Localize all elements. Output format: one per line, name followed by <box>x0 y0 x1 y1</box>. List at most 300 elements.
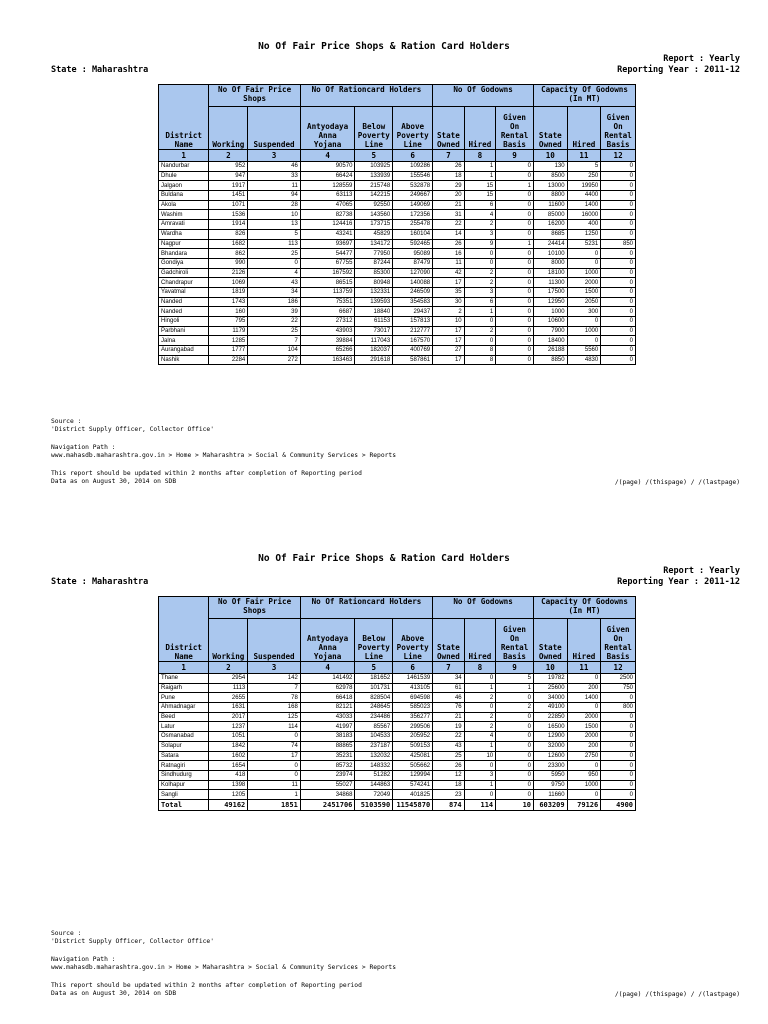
table-cell: 1917 <box>209 181 248 191</box>
table-cell: 0 <box>464 703 496 713</box>
table-cell: 9 <box>464 239 496 249</box>
column-number: 6 <box>393 662 433 674</box>
table-cell: 22 <box>433 220 465 230</box>
header-rationcard-holders: No Of Rationcard Holders <box>300 85 432 107</box>
table-cell: 1 <box>496 181 534 191</box>
table-cell: 5103590 <box>355 799 393 810</box>
table-cell: 1205 <box>209 790 248 800</box>
table-cell: 75351 <box>300 297 355 307</box>
table-cell: 248645 <box>355 703 393 713</box>
table-cell: 0 <box>496 326 534 336</box>
table-cell: 0 <box>248 732 301 742</box>
table-cell: 88865 <box>300 741 355 751</box>
table-cell: 28 <box>248 200 301 210</box>
table-cell: 0 <box>601 268 636 278</box>
table-cell: 10 <box>248 210 301 220</box>
table-cell: 17500 <box>534 287 568 297</box>
column-header: Hired <box>464 107 496 150</box>
table-cell: 23 <box>433 790 465 800</box>
table-row <box>159 326 636 336</box>
table-row <box>159 751 636 761</box>
district-name-cell: Solapur <box>159 741 209 751</box>
table-cell: 77950 <box>355 249 393 259</box>
table-cell: 0 <box>601 229 636 239</box>
table-cell: 400 <box>567 220 601 230</box>
table-cell: 34 <box>433 674 465 684</box>
table-row <box>159 732 636 742</box>
table-cell: 1 <box>496 239 534 249</box>
column-number: 4 <box>300 150 355 162</box>
table-cell: 2 <box>464 220 496 230</box>
table-cell: 82738 <box>300 210 355 220</box>
district-name-cell: Buldana <box>159 191 209 201</box>
column-number: 1 <box>159 662 209 674</box>
table-cell: 61 <box>433 683 465 693</box>
table-cell: 1819 <box>209 287 248 297</box>
table-cell: 0 <box>464 249 496 259</box>
table-cell: 0 <box>496 258 534 268</box>
table-cell: 574241 <box>393 780 433 790</box>
column-header: Suspended <box>248 619 301 662</box>
table-cell: 24414 <box>534 239 568 249</box>
table-cell: 1400 <box>567 693 601 703</box>
table-cell: 0 <box>496 220 534 230</box>
table-cell: 0 <box>567 249 601 259</box>
table-cell: 291618 <box>355 355 393 365</box>
table-cell: 34868 <box>300 790 355 800</box>
table-cell: 2500 <box>601 674 636 684</box>
table-cell: 0 <box>601 200 636 210</box>
table-cell: 0 <box>248 258 301 268</box>
table-cell: 532878 <box>393 181 433 191</box>
table-cell: 950 <box>567 770 601 780</box>
table-cell: 72049 <box>355 790 393 800</box>
table-cell: 1 <box>464 683 496 693</box>
table-cell: 0 <box>601 790 636 800</box>
table-cell: 139593 <box>355 297 393 307</box>
table-body <box>159 162 636 365</box>
table-cell: 132032 <box>355 751 393 761</box>
table-cell: 17 <box>433 336 465 346</box>
table-cell: 0 <box>601 162 636 172</box>
table-cell: 750 <box>601 683 636 693</box>
table-cell: 12 <box>433 770 465 780</box>
table-cell: 1113 <box>209 683 248 693</box>
column-header: District Name <box>159 107 209 150</box>
header-fair-price-shops: No Of Fair Price Shops <box>209 85 300 107</box>
table-cell: 163463 <box>300 355 355 365</box>
table-cell: 42 <box>433 268 465 278</box>
table-cell: 0 <box>496 693 534 703</box>
note-block <box>51 982 362 999</box>
table-row <box>159 268 636 278</box>
district-name-cell: Chandrapur <box>159 278 209 288</box>
table-cell: 874 <box>433 799 465 810</box>
state-label: State : Maharashtra <box>51 65 149 75</box>
report-type: Report : Yearly <box>663 566 740 576</box>
table-cell: 19950 <box>567 181 601 191</box>
table-row <box>159 287 636 297</box>
district-name-cell: Parbhani <box>159 326 209 336</box>
table-cell: 10100 <box>534 249 568 259</box>
table-cell: 27312 <box>300 317 355 327</box>
column-header: Given On Rental Basis <box>496 619 534 662</box>
table-cell: 0 <box>601 693 636 703</box>
table-cell: 26 <box>433 761 465 771</box>
table-cell: 1250 <box>567 229 601 239</box>
table-cell: 10 <box>496 799 534 810</box>
table-cell: 2 <box>496 703 534 713</box>
table-cell: 2017 <box>209 712 248 722</box>
table-cell: 6 <box>464 297 496 307</box>
column-number: 2 <box>209 662 248 674</box>
table-cell: 6687 <box>300 307 355 317</box>
table-row <box>159 191 636 201</box>
table-cell: 2000 <box>567 732 601 742</box>
table-cell: 356277 <box>393 712 433 722</box>
table-cell: 587861 <box>393 355 433 365</box>
table-cell: 73017 <box>355 326 393 336</box>
district-name-cell: Nashik <box>159 355 209 365</box>
table-cell: 400769 <box>393 346 433 356</box>
table-cell: 0 <box>601 336 636 346</box>
table-row <box>159 220 636 230</box>
table-cell: 2 <box>464 712 496 722</box>
table-row <box>159 790 636 800</box>
header-blank <box>159 597 209 619</box>
table-cell: 1000 <box>567 326 601 336</box>
paging-text: /(page) /(thispage) / /(lastpage) <box>614 479 740 486</box>
table-cell: 0 <box>601 171 636 181</box>
column-number: 7 <box>433 150 465 162</box>
table-cell: 33 <box>248 171 301 181</box>
table-cell: 1451 <box>209 191 248 201</box>
table-row <box>159 693 636 703</box>
column-number: 9 <box>496 662 534 674</box>
table-cell: 1536 <box>209 210 248 220</box>
table-cell: 0 <box>496 336 534 346</box>
district-name-cell: Beed <box>159 712 209 722</box>
table-cell: 87479 <box>393 258 433 268</box>
table-cell: 61153 <box>355 317 393 327</box>
table-cell: 21 <box>433 200 465 210</box>
table-cell: 0 <box>601 317 636 327</box>
table-cell: 32000 <box>534 741 568 751</box>
table-cell: 148332 <box>355 761 393 771</box>
column-number: 9 <box>496 150 534 162</box>
column-number: 10 <box>534 150 568 162</box>
table-cell: 124416 <box>300 220 355 230</box>
table-cell: 13000 <box>534 181 568 191</box>
table-cell: 0 <box>601 722 636 732</box>
table-cell: 2 <box>464 693 496 703</box>
table-cell: 182037 <box>355 346 393 356</box>
table-cell: 1842 <box>209 741 248 751</box>
table-cell: 1 <box>464 741 496 751</box>
table-cell: 862 <box>209 249 248 259</box>
table-cell: 0 <box>601 732 636 742</box>
table-cell: 4 <box>248 268 301 278</box>
table-row <box>159 181 636 191</box>
table-row <box>159 307 636 317</box>
table-cell: 16 <box>433 249 465 259</box>
table-cell: 0 <box>496 751 534 761</box>
table-cell: 66424 <box>300 171 355 181</box>
table-cell: 1500 <box>567 287 601 297</box>
table-cell: 181652 <box>355 674 393 684</box>
table-cell: 29 <box>433 181 465 191</box>
district-name-cell: Sindhudurg <box>159 770 209 780</box>
table-cell: 205952 <box>393 732 433 742</box>
table-cell: 947 <box>209 171 248 181</box>
table-row <box>159 683 636 693</box>
table-cell: 8850 <box>534 355 568 365</box>
header-godown-capacity: Capacity Of Godowns (In MT) <box>534 85 636 107</box>
table-cell: 1069 <box>209 278 248 288</box>
column-header: State Owned <box>433 619 465 662</box>
table-cell: 7 <box>248 336 301 346</box>
table-cell: 212777 <box>393 326 433 336</box>
table-cell: 25 <box>433 751 465 761</box>
table-cell: 4 <box>464 732 496 742</box>
table-cell: 5950 <box>534 770 568 780</box>
table-cell: 413105 <box>393 683 433 693</box>
table-cell: 0 <box>464 674 496 684</box>
table-cell: 11300 <box>534 278 568 288</box>
header-rationcard-holders: No Of Rationcard Holders <box>300 597 432 619</box>
header-blank <box>159 85 209 107</box>
district-name-cell: Nanded <box>159 307 209 317</box>
column-number: 5 <box>355 150 393 162</box>
table-cell: 0 <box>496 722 534 732</box>
table-cell: 114 <box>248 722 301 732</box>
table-cell: 168 <box>248 703 301 713</box>
table-cell: 142 <box>248 674 301 684</box>
column-header: Above Poverty Line <box>393 107 433 150</box>
table-cell: 2000 <box>567 712 601 722</box>
table-cell: 12950 <box>534 297 568 307</box>
table-cell: 1743 <box>209 297 248 307</box>
district-name-cell: Nandurbar <box>159 162 209 172</box>
table-cell: 1500 <box>567 722 601 732</box>
table-cell: 173715 <box>355 220 393 230</box>
district-name-cell: Sangli <box>159 790 209 800</box>
column-header: Given On Rental Basis <box>601 619 636 662</box>
table-cell: 133939 <box>355 171 393 181</box>
district-name-cell: Latur <box>159 722 209 732</box>
table-cell: 1 <box>464 307 496 317</box>
table-cell: 401825 <box>393 790 433 800</box>
table-cell: 2 <box>464 278 496 288</box>
table-row <box>159 171 636 181</box>
table-row <box>159 200 636 210</box>
table-cell: 23974 <box>300 770 355 780</box>
table-cell: 90570 <box>300 162 355 172</box>
table-cell: 82121 <box>300 703 355 713</box>
table-cell: 67755 <box>300 258 355 268</box>
table-cell: 1 <box>496 683 534 693</box>
table-cell: 4830 <box>567 355 601 365</box>
column-number: 3 <box>248 662 301 674</box>
table-cell: 127090 <box>393 268 433 278</box>
table-cell: 215748 <box>355 181 393 191</box>
table-header <box>159 85 636 162</box>
table-cell: 18100 <box>534 268 568 278</box>
table-cell: 76 <box>433 703 465 713</box>
table-cell: 85732 <box>300 761 355 771</box>
table-cell: 0 <box>601 741 636 751</box>
table-cell: 0 <box>496 191 534 201</box>
table-cell: 186 <box>248 297 301 307</box>
report-table <box>158 84 636 365</box>
table-cell: 249667 <box>393 191 433 201</box>
column-header: State Owned <box>433 107 465 150</box>
table-cell: 1461539 <box>393 674 433 684</box>
table-cell: 80948 <box>355 278 393 288</box>
table-cell: 101731 <box>355 683 393 693</box>
table-cell: 49162 <box>209 799 248 810</box>
table-cell: 0 <box>601 210 636 220</box>
table-cell: 35231 <box>300 751 355 761</box>
column-header: Working <box>209 107 248 150</box>
table-cell: 0 <box>248 770 301 780</box>
report-title: No Of Fair Price Shops & Ration Card Holders <box>258 553 510 564</box>
table-cell: 41997 <box>300 722 355 732</box>
table-cell: 54477 <box>300 249 355 259</box>
table-cell: 246509 <box>393 287 433 297</box>
table-cell: 828504 <box>355 693 393 703</box>
table-cell: 990 <box>209 258 248 268</box>
table-cell: 0 <box>601 780 636 790</box>
header-godowns: No Of Godowns <box>433 85 534 107</box>
district-name-cell: Gadchiroli <box>159 268 209 278</box>
table-cell: 160104 <box>393 229 433 239</box>
column-header: District Name <box>159 619 209 662</box>
table-row <box>159 317 636 327</box>
district-name-cell: Ahmadnagar <box>159 703 209 713</box>
table-cell: 1 <box>464 171 496 181</box>
source-block <box>51 930 214 947</box>
table-cell: 0 <box>496 712 534 722</box>
table-cell: 79126 <box>567 799 601 810</box>
district-name-cell: Washim <box>159 210 209 220</box>
table-cell: 78 <box>248 693 301 703</box>
district-name-cell: Nagpur <box>159 239 209 249</box>
table-cell: 1682 <box>209 239 248 249</box>
table-cell: 694598 <box>393 693 433 703</box>
table-cell: 43 <box>433 741 465 751</box>
table-cell: 603209 <box>534 799 568 810</box>
table-cell: 117043 <box>355 336 393 346</box>
table-cell: 25 <box>248 249 301 259</box>
table-cell: 0 <box>601 307 636 317</box>
data-as-on: Data as on August 30, 2014 on SDB <box>51 478 177 486</box>
table-cell: 1400 <box>567 200 601 210</box>
data-as-on: Data as on August 30, 2014 on SDB <box>51 990 177 998</box>
district-name-cell: Ratnagiri <box>159 761 209 771</box>
table-cell: 3 <box>464 229 496 239</box>
table-cell: 0 <box>496 780 534 790</box>
paging-text: /(page) /(thispage) / /(lastpage) <box>614 991 740 998</box>
table-cell: 17 <box>248 751 301 761</box>
table-cell: 0 <box>248 761 301 771</box>
table-cell: 2284 <box>209 355 248 365</box>
table-cell: 12900 <box>534 732 568 742</box>
table-cell: 0 <box>496 355 534 365</box>
district-name-cell: Jalna <box>159 336 209 346</box>
table-cell: 8800 <box>534 191 568 201</box>
table-cell: 1237 <box>209 722 248 732</box>
column-number: 5 <box>355 662 393 674</box>
table-cell: 0 <box>601 278 636 288</box>
table-cell: 0 <box>601 297 636 307</box>
table-cell: 15 <box>464 181 496 191</box>
table-cell: 8000 <box>534 258 568 268</box>
table-cell: 2655 <box>209 693 248 703</box>
table-cell: 1851 <box>248 799 301 810</box>
table-cell: 8685 <box>534 229 568 239</box>
table-cell: 27 <box>433 346 465 356</box>
table-cell: 1631 <box>209 703 248 713</box>
table-cell: 0 <box>464 790 496 800</box>
table-cell: 2750 <box>567 751 601 761</box>
district-name-cell: Osmanabad <box>159 732 209 742</box>
report-title: No Of Fair Price Shops & Ration Card Holders <box>258 41 510 52</box>
table-cell: 952 <box>209 162 248 172</box>
update-note: This report should be updated within 2 months after completion of Reporting period <box>51 982 362 989</box>
nav-label: Navigation Path : <box>51 956 116 963</box>
table-cell: 200 <box>567 741 601 751</box>
table-cell: 237187 <box>355 741 393 751</box>
column-number: 12 <box>601 662 636 674</box>
table-cell: 43033 <box>300 712 355 722</box>
table-cell: 104 <box>248 346 301 356</box>
source-value: 'District Supply Officer, Collector Office' <box>51 426 215 434</box>
table-cell: 8 <box>464 346 496 356</box>
table-cell: 0 <box>601 191 636 201</box>
source-value: 'District Supply Officer, Collector Office' <box>51 938 215 946</box>
table-cell: 39 <box>248 307 301 317</box>
table-cell: 234486 <box>355 712 393 722</box>
table-cell: 172356 <box>393 210 433 220</box>
table-cell: 0 <box>601 181 636 191</box>
column-header: Working <box>209 619 248 662</box>
table-cell: 93697 <box>300 239 355 249</box>
table-cell: 62978 <box>300 683 355 693</box>
district-name-cell: Thane <box>159 674 209 684</box>
table-row <box>159 210 636 220</box>
column-number: 11 <box>567 662 601 674</box>
table-row <box>159 278 636 288</box>
table-cell: 167592 <box>300 268 355 278</box>
table-cell: 299506 <box>393 722 433 732</box>
table-cell: 2954 <box>209 674 248 684</box>
table-row <box>159 258 636 268</box>
table-cell: 2000 <box>567 278 601 288</box>
table-cell: 11 <box>433 258 465 268</box>
district-name-cell: Amravati <box>159 220 209 230</box>
district-name-cell: Yavatmal <box>159 287 209 297</box>
report-table <box>158 596 636 811</box>
table-cell: 0 <box>496 162 534 172</box>
reporting-year: Reporting Year : 2011-12 <box>617 65 740 75</box>
table-cell: 0 <box>496 741 534 751</box>
table-body <box>159 674 636 811</box>
table-cell: 8 <box>464 355 496 365</box>
table-cell: 55027 <box>300 780 355 790</box>
table-cell: 95089 <box>393 249 433 259</box>
column-number: 12 <box>601 150 636 162</box>
